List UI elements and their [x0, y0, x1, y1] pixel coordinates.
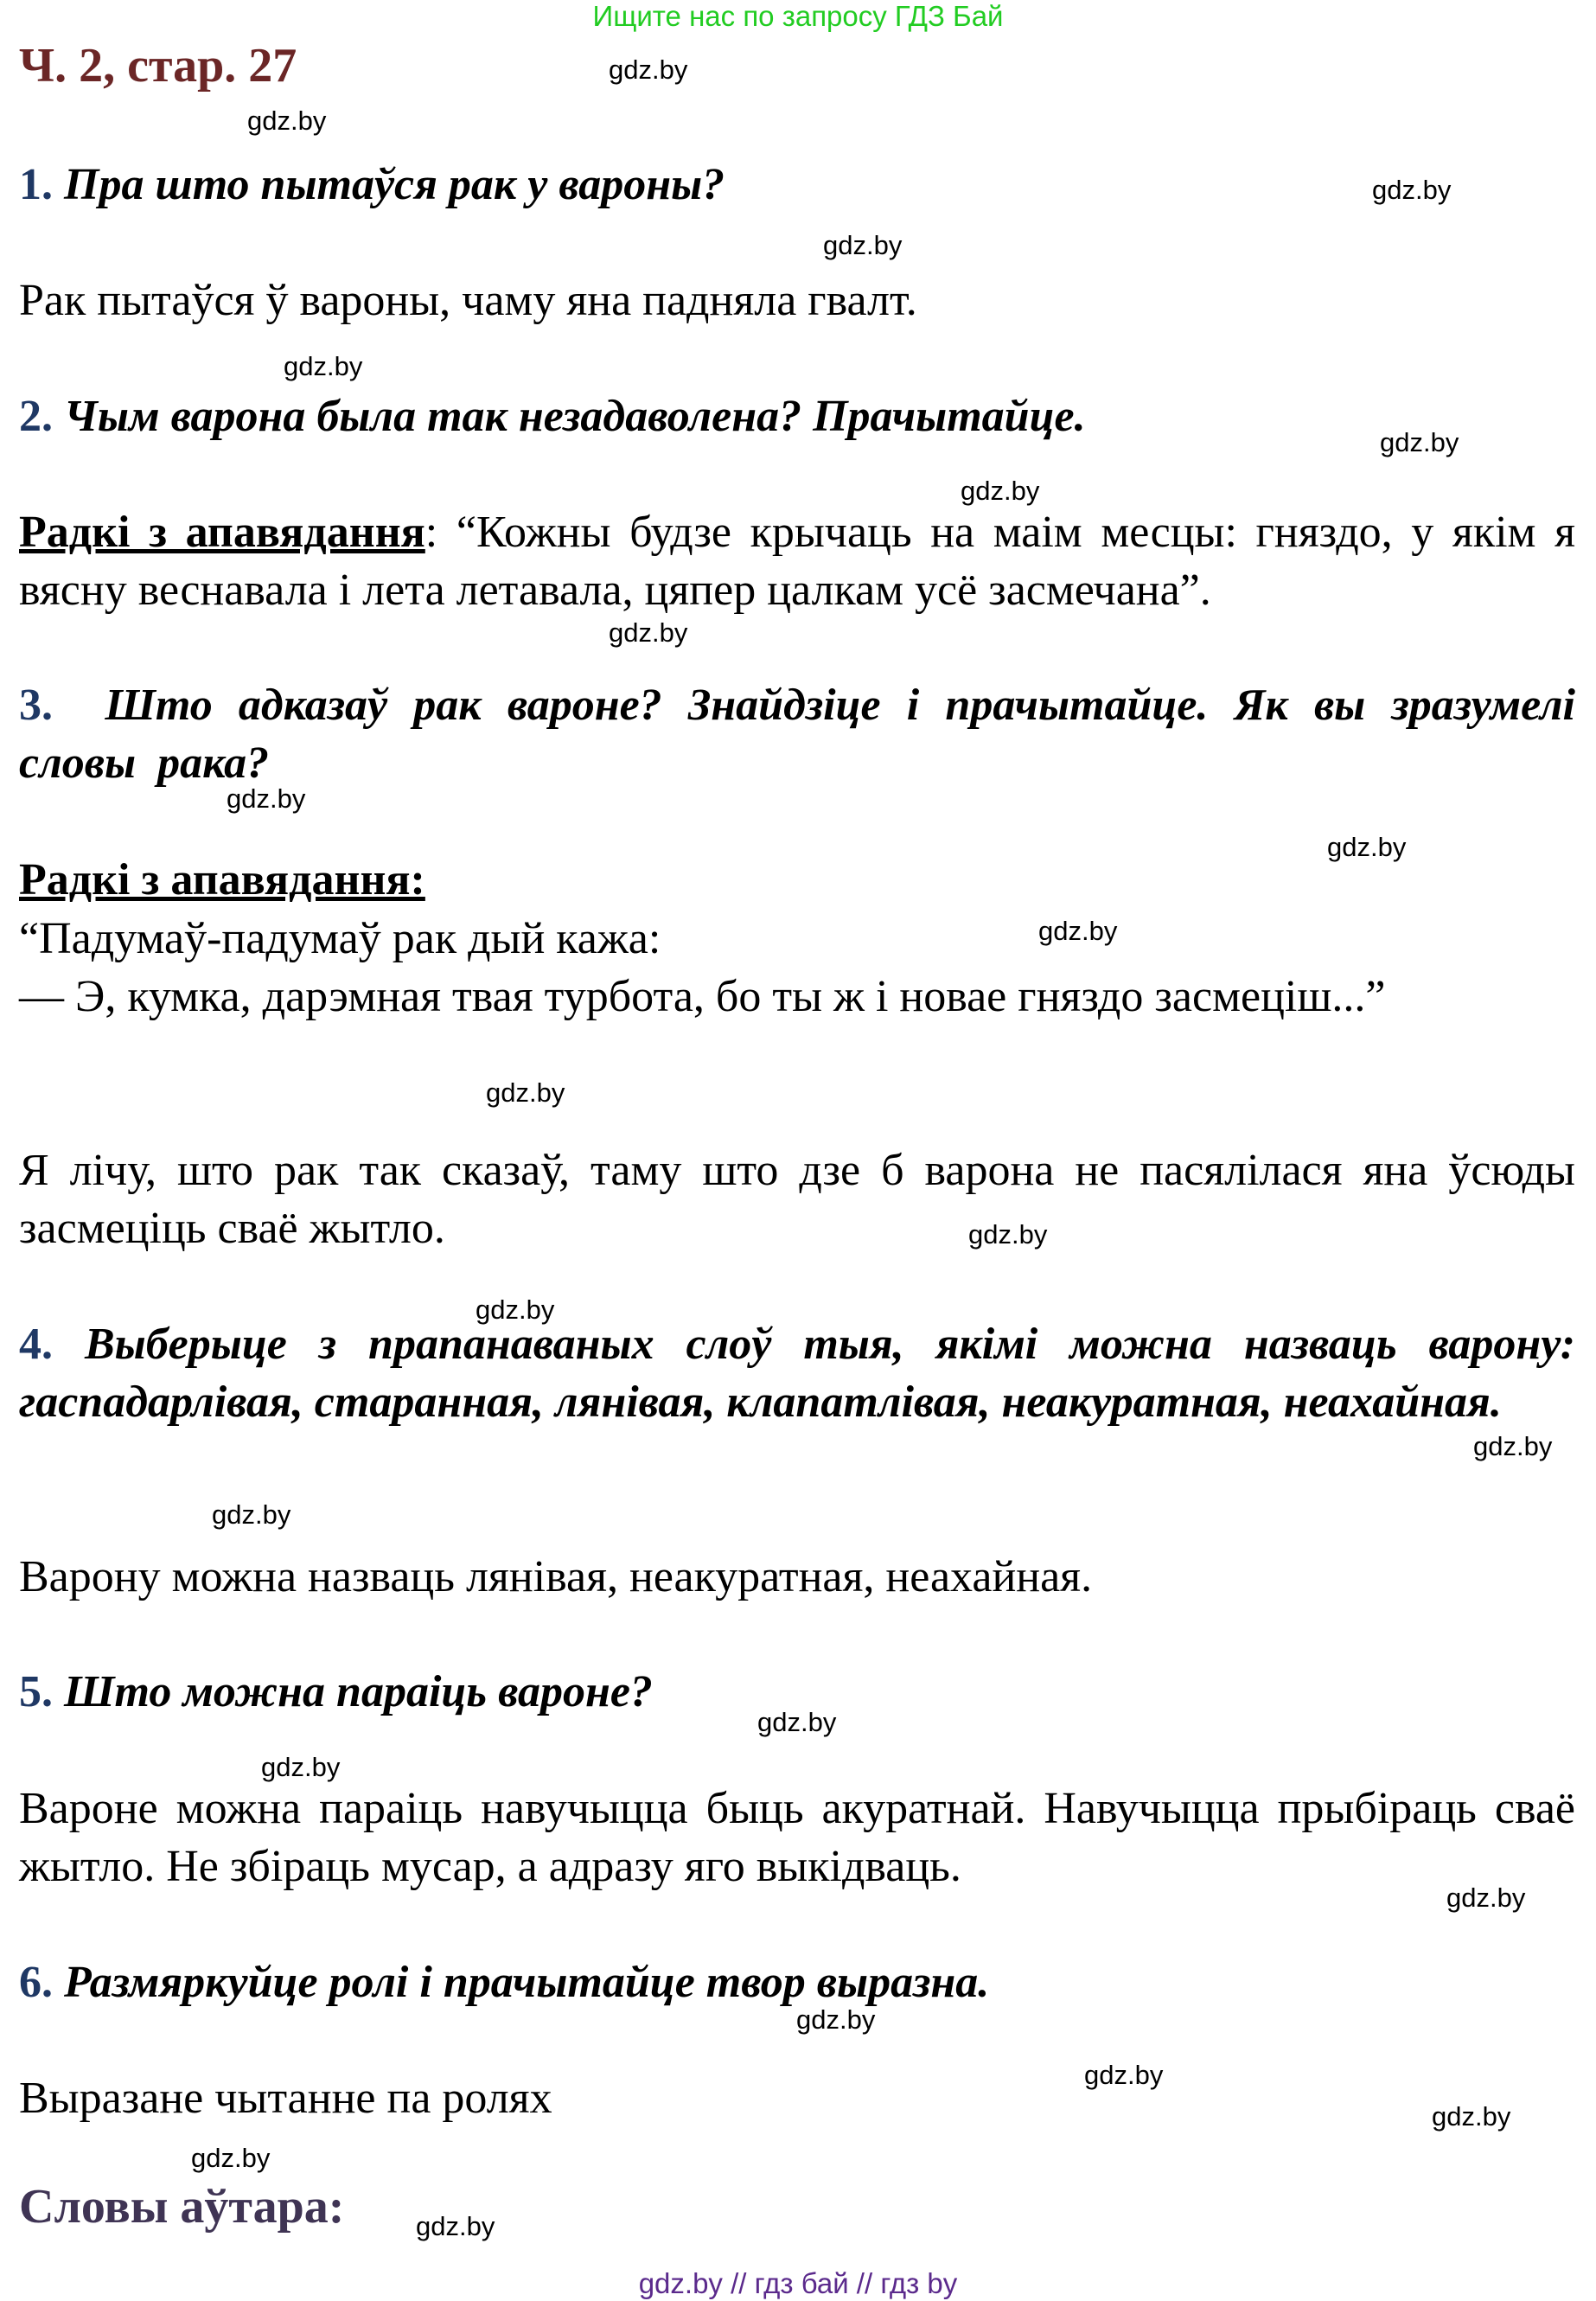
question-number: 6. [19, 1958, 53, 2007]
header-search-link[interactable]: Ищите нас по запросу ГДЗ Бай [592, 0, 1004, 32]
footer-links[interactable]: gdz.by // гдз бай // гдз by [638, 2267, 958, 2299]
watermark: gdz.by [968, 1219, 1048, 1250]
watermark: gdz.by [1446, 1882, 1526, 1913]
watermark: gdz.by [191, 2143, 271, 2173]
watermark: gdz.by [1038, 916, 1118, 946]
question-number: 3. [19, 681, 53, 730]
watermark: gdz.by [247, 105, 327, 136]
answer-2 [19, 503, 1575, 619]
watermark: gdz.by [1473, 1431, 1553, 1461]
question-text: Чым варона была так незадаволена? Прачытайце. [64, 392, 1086, 441]
quote-text: : “Кожны будзе крычаць на маім месцы: гняздо, у якім я вясну веснавала і лета летавала, цяпер цалкам усё засмечана”. [19, 508, 1575, 615]
answer-3-explanation: Я лічу, што рак так сказаў, таму што дзе б варона не пасялілася яна ўсюды засмеціць сваё жытло. [19, 1146, 1575, 1253]
watermark: gdz.by [757, 1707, 837, 1737]
question-text: Размяркуйце ролі і прачытайце твор выразна. [64, 1958, 990, 2007]
watermark: gdz.by [486, 1077, 565, 1108]
answer-1: Рак пытаўся ў вароны, чаму яна падняла гвалт. [19, 276, 917, 325]
question-number: 2. [19, 392, 53, 441]
watermark: gdz.by [1327, 832, 1407, 862]
question-1 [19, 156, 1575, 214]
question-text: Што можна параіць вароне? [64, 1667, 653, 1716]
watermark: gdz.by [1380, 427, 1459, 457]
watermark: gdz.by [961, 476, 1040, 506]
question-4 [19, 1315, 1575, 1431]
quote-line: “Падумаў-падумаў рак дый кажа: [19, 914, 661, 963]
watermark: gdz.by [416, 2211, 495, 2241]
question-text: Што адказаў рак вароне? Знайдзіце і прачытайце. Як вы зразумелі словы рака? [19, 681, 1575, 788]
question-number: 5. [19, 1667, 53, 1716]
question-2 [19, 387, 1575, 445]
question-3 [19, 676, 1575, 792]
page-title: Ч. 2, стар. 27 [19, 39, 297, 93]
watermark: gdz.by [609, 617, 688, 648]
quote-label: Радкі з апавядання: [19, 855, 425, 904]
answer-4: Варону можна назваць лянівая, неакуратная, неахайная. [19, 1552, 1093, 1601]
watermark: gdz.by [1432, 2101, 1511, 2132]
watermark: gdz.by [1084, 2060, 1164, 2090]
question-text: Выберыце з прапанаваных слоў тыя, якімі можна назваць варону: гаспадарлівая, старанная, лянівая, клапатлівая, неакуратная, неахайная. [19, 1320, 1576, 1427]
question-number: 4. [19, 1320, 53, 1369]
watermark: gdz.by [476, 1294, 555, 1325]
watermark: gdz.by [227, 783, 306, 814]
watermark: gdz.by [823, 230, 903, 260]
question-number: 1. [19, 160, 53, 209]
author-words-heading: Словы аўтара: [19, 2180, 345, 2234]
answer-6: Выразане чытанне па ролях [19, 2074, 552, 2123]
quote-line: — Э, кумка, дарэмная твая турбота, бо ты ж і новае гняздо засмеціш...” [19, 972, 1386, 1021]
watermark: gdz.by [1372, 175, 1452, 205]
watermark: gdz.by [284, 351, 363, 381]
quote-label: Радкі з апавядання [19, 508, 425, 557]
watermark: gdz.by [796, 2004, 876, 2035]
question-text: Пра што пытаўся рак у вароны? [64, 160, 725, 209]
watermark: gdz.by [609, 54, 688, 85]
question-6 [19, 1953, 1575, 2011]
answer-5: Вароне можна параіць навучыцца быць акуратнай. Навучыцца прыбіраць сваё жытло. Не збіраць мусар, а адразу яго выкідваць. [19, 1784, 1575, 1891]
watermark: gdz.by [261, 1752, 341, 1782]
watermark: gdz.by [212, 1499, 291, 1530]
answer-3-quote [19, 910, 1575, 1026]
